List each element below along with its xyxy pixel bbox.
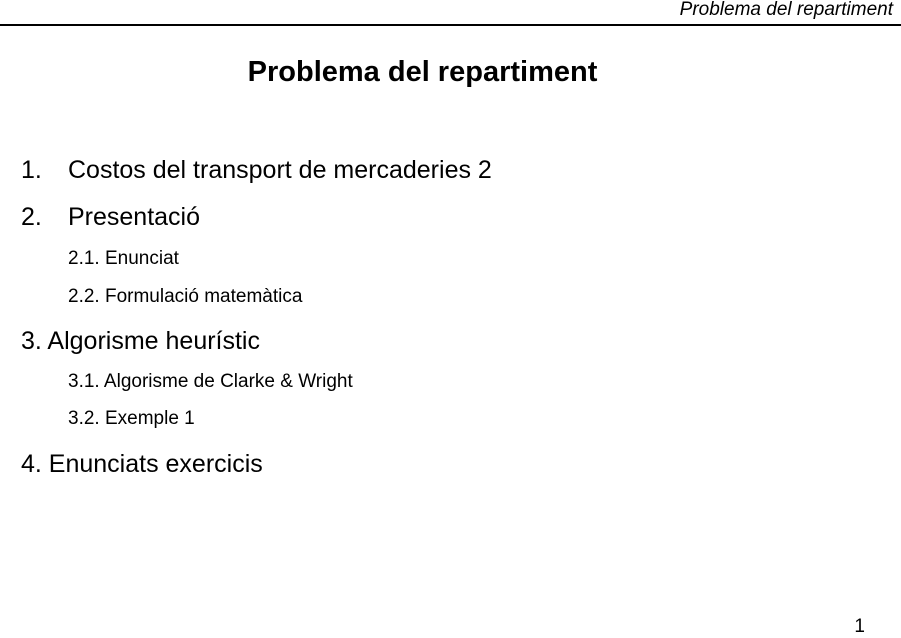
header-divider [0, 24, 901, 26]
page-title: Problema del repartiment [247, 56, 598, 88]
outline-item-2-2: 2.2. Formulació matemàtica [68, 286, 303, 307]
outline-item-4: 4. Enunciats exercicis [21, 450, 263, 478]
page-number: 1 [854, 616, 865, 637]
outline-item-3: 3. Algorisme heurístic [21, 327, 260, 355]
outline-item-2-number: 2. [21, 203, 42, 231]
running-header: Problema del repartiment [679, 0, 893, 20]
outline-item-1-number: 1. [21, 156, 42, 184]
outline-item-3-2: 3.2. Exemple 1 [68, 408, 195, 429]
outline-item-1-label: Costos del transport de mercaderies 2 [68, 156, 492, 184]
outline-item-2-1: 2.1. Enunciat [68, 248, 179, 269]
outline-item-3-1: 3.1. Algorisme de Clarke & Wright [68, 371, 353, 392]
outline-item-2-label: Presentació [68, 203, 201, 231]
